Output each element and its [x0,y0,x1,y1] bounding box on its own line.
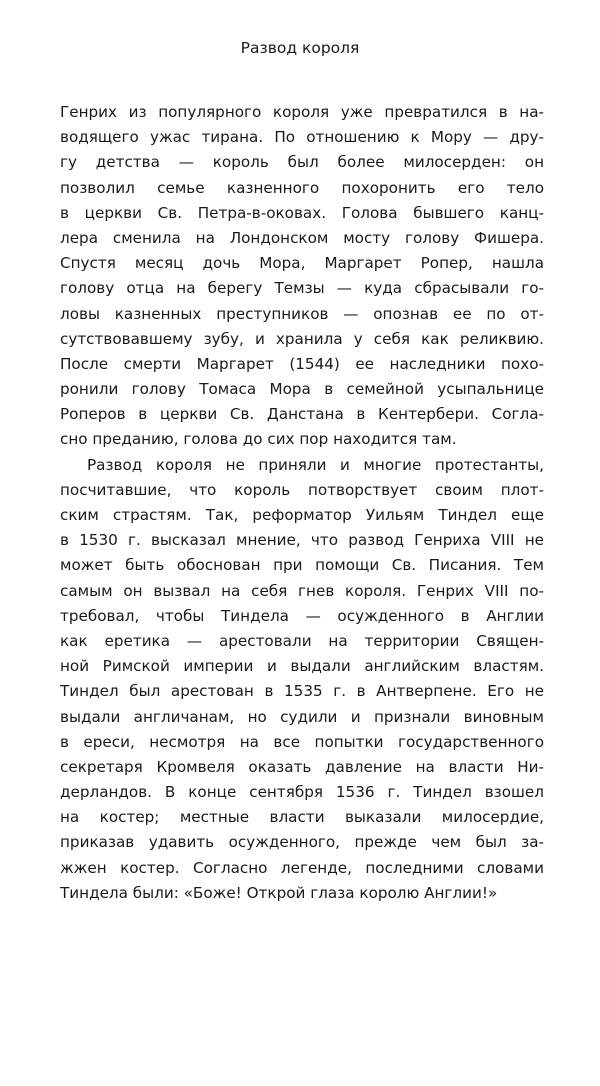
text-line: ной Римской империи и выдали английским властям. [60,657,544,676]
text-line: ским страстям. Так, реформатор Уильям Тиндел еще [60,506,544,524]
text-line: лера сменила на Лондонском мосту голову Фишера. [60,228,544,247]
text-line: Развод короля не приняли и многие протестанты, [87,455,544,474]
running-header: Развод короля [240,39,360,57]
text-line: жжен костер. Согласно легенде, последними словами [60,858,544,877]
text-line: дерландов. В конце сентября 1536 г. Тиндел взошел [60,783,544,802]
text-line: ловы казненных преступников — опознав ее по от- [60,304,544,323]
text-line: на костер; местные власти выказали милосердие, [60,808,544,827]
text-line: голову отца на берегу Темзы — куда сбрасывали го- [60,279,544,298]
text-line: Тиндела были: «Боже! Открой глаза королю Англии!» [60,883,498,902]
text-line: Роперов в церкви Св. Данстана в Кентербери. Согла- [60,405,544,424]
text-line: приказав удавить осужденного, прежде чем был за- [60,833,544,852]
paragraph-2 [60,453,544,906]
paragraph-1 [60,100,544,453]
text-line: как еретика — арестовали на территории Священ- [60,631,544,650]
text-line: Спустя месяц дочь Мора, Маргарет Ропер, нашла [60,254,544,273]
text-line: гу детства — король был более милосерден: он [60,153,544,172]
text-line: посчитавшие, что король потворствует своим плот- [60,480,544,499]
text-line: требовал, чтобы Тиндела — осужденного в Англии [60,606,544,625]
body-text [60,100,544,906]
text-line: секретаря Кромвеля оказать давление на власти Ни- [60,757,544,776]
text-line: водящего ужас тирана. По отношению к Мору — дру- [60,128,544,147]
text-line: Тиндел был арестован в 1535 г. в Антверпене. Его не [60,682,544,701]
text-line: в 1530 г. высказал мнение, что развод Генриха VIII не [60,531,544,550]
text-line: Генрих из популярного короля уже превратился в на- [60,103,544,121]
text-line: позволил семье казненного похоронить его тело [60,178,544,197]
text-line: в церкви Св. Петра-в-оковах. Голова бывшего канц- [60,203,544,222]
text-line: в ереси, несмотря на все попытки государственного [60,732,544,751]
text-line: сутствовавшему зубу, и хранила у себя как реликвию. [60,329,544,348]
text-line: может быть обоснован при помощи Св. Писания. Тем [60,556,544,575]
text-line: самым он вызвал на себя гнев короля. Генрих VIII по- [60,581,544,600]
text-line: сно преданию, голова до сих пор находится там. [60,430,457,449]
text-line: ронили голову Томаса Мора в семейной усыпальнице [60,380,544,399]
text-line: После смерти Маргарет (1544) ее наследники похо- [60,354,544,373]
text-line: выдали англичанам, но судили и признали виновным [60,707,544,726]
